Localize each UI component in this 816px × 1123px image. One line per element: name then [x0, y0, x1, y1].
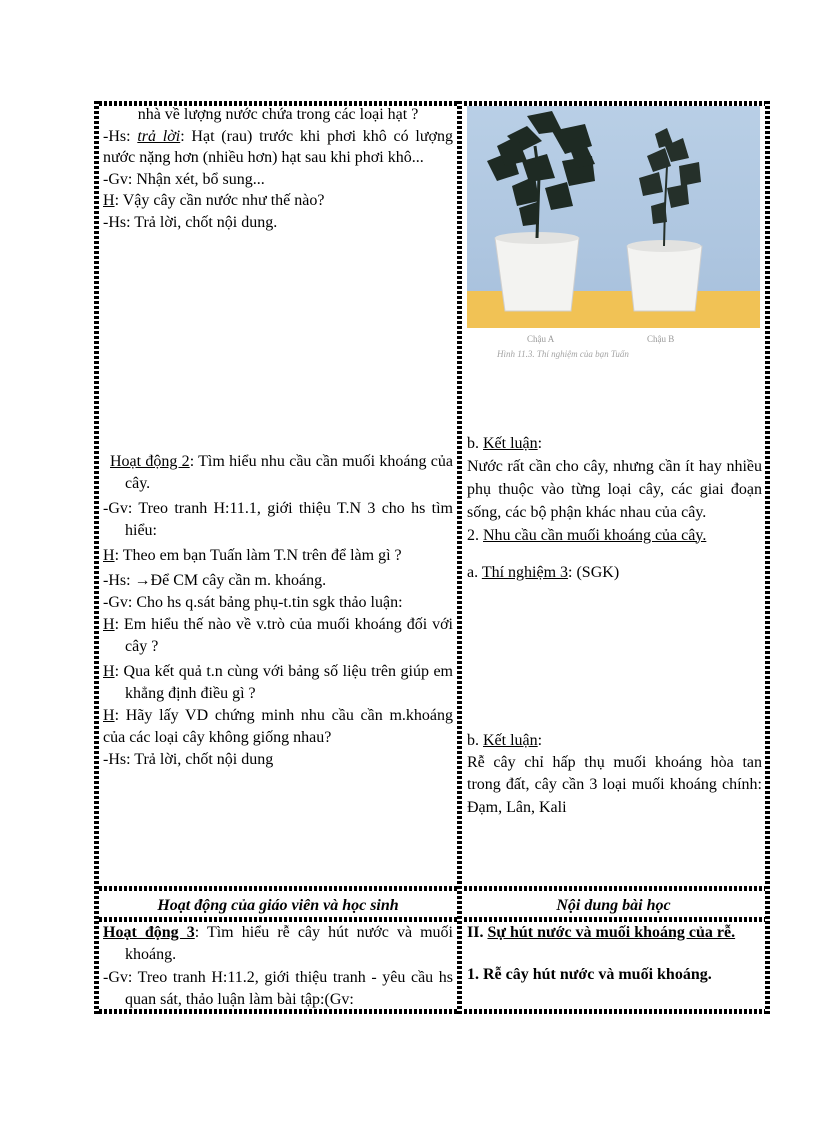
right-column-content — [467, 433, 762, 584]
conclusion-1-label: b. Kết luận: — [467, 435, 543, 452]
table-border-left — [94, 101, 99, 1014]
plant-experiment-figure — [467, 106, 760, 366]
text-line: -Gv: Treo tranh H:11.2, giới thiệu tranh - yêu cầu hs quan sát, thảo luận làm bài tập:(Gv: — [103, 969, 453, 1008]
conclusion-2-label: b. Kết luận: — [467, 732, 543, 749]
text-line: -Gv: Nhận xét, bổ sung... — [103, 170, 265, 188]
text-line: -Hs: Trả lời, chốt nội dung. — [103, 213, 278, 231]
caption-pot-b: Chậu B — [647, 334, 675, 344]
left-column-top — [103, 104, 453, 233]
figure-caption: Hình 11.3. Thí nghiệm của bạn Tuấn — [497, 349, 629, 359]
header-left: Hoạt động của giáo viên và học sinh — [157, 897, 399, 914]
text-line: H: Theo em bạn Tuấn làm T.N trên để làm gì ? — [103, 547, 402, 564]
text-line: H: Hãy lấy VD chứng minh nhu cầu cần m.khoáng của các loại cây không giống nhau? — [103, 707, 453, 746]
left-column-activity-2 — [103, 451, 453, 771]
pot-b — [627, 246, 702, 311]
section-2-heading: 2. Nhu cầu cần muối khoáng của cây. — [467, 526, 707, 544]
text-line: -Gv: Cho hs q.sát bảng phụ-t.tin sgk thảo luận: — [103, 594, 403, 611]
text-line: -Hs: →Để CM cây cần m. khoáng. — [103, 572, 327, 589]
text-line: -Hs: Trả lời, chốt nội dung — [103, 751, 274, 768]
bottom-left-content — [103, 922, 453, 1010]
activity-3-heading: Hoạt động 3: Tìm hiểu rễ cây hút nước và muối khoáng. — [103, 924, 454, 963]
header-right: Nội dung bài học — [556, 897, 671, 914]
conclusion-2-text: Rễ cây chỉ hấp thụ muối khoáng hòa tan trong đất, cây cần 3 loại muối khoáng chính: Đạm, Lân, Kali — [467, 753, 762, 816]
text-line: Hoạt động 2: Tìm hiểu nhu cầu cần muối khoáng của cây. — [110, 453, 453, 492]
table-border-middle — [457, 101, 462, 1014]
section-ii-heading: II. Sự hút nước và muối khoáng của rễ. — [467, 924, 736, 941]
subsection-1-heading: 1. Rễ cây hút nước và muối khoáng. — [467, 965, 712, 983]
bottom-right-content — [467, 922, 763, 985]
experiment-3-label: a. Thí nghiệm 3: (SGK) — [467, 564, 620, 581]
right-column-conclusion-2 — [467, 730, 762, 819]
pot-a — [495, 238, 579, 311]
text-line: nhà về lượng nước chứa trong các loại hạt ? — [137, 106, 419, 123]
text-line: -Hs: trả lời: Hạt (rau) trước khi phơi khô có lượng nước nặng hơn (nhiều hơn) hạt sau khi phơi khô... — [103, 127, 453, 166]
text-line: H: Qua kết quả t.n cùng với bảng số liệu trên giúp em khẳng định điều gì ? — [103, 663, 453, 702]
table-border-right — [765, 101, 770, 1014]
caption-pot-a: Chậu A — [527, 334, 555, 344]
table-border-header-top — [94, 886, 770, 891]
caption-area — [467, 328, 760, 366]
text-line: -Gv: Treo tranh H:11.1, giới thiệu T.N 3 cho hs tìm hiểu: — [103, 500, 453, 539]
text-line: H: Em hiểu thế nào về v.trò của muối khoáng đối với cây ? — [103, 616, 453, 655]
conclusion-1-text: Nước rất cần cho cây, nhưng cần ít hay nhiều phụ thuộc vào từng loại cây, các giai đoạn sống, các bộ phận khác nhau của cây. — [467, 457, 762, 521]
text-line: H: Vậy cây cần nước như thế nào? — [103, 192, 325, 209]
